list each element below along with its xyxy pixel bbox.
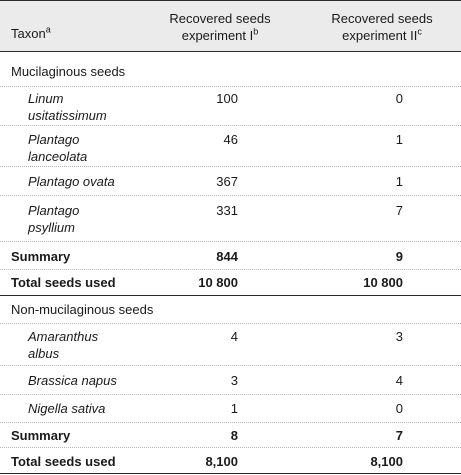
table-row <box>0 167 461 196</box>
exp1-value: 100 <box>216 91 238 106</box>
taxon-name-line2: albus <box>28 346 60 361</box>
exp1-value: 3 <box>230 373 238 388</box>
exp2-value: 1 <box>395 174 403 189</box>
taxon-name-line1: Plantago <box>28 203 80 218</box>
group-row-mucilaginous <box>0 52 461 87</box>
exp2-value: 3 <box>395 329 403 344</box>
exp1-value: 4 <box>230 329 238 344</box>
exp2-value: 0 <box>395 401 403 416</box>
taxon-name-line2: lanceolata <box>28 149 88 164</box>
summary-exp2-value: 7 <box>395 428 403 443</box>
header-exp2-footnote: c <box>417 26 422 37</box>
taxon-name: Nigella sativa <box>28 401 106 416</box>
table-row <box>0 395 461 423</box>
taxon-name-line2: psyllium <box>28 220 75 235</box>
header-exp1-footnote: b <box>253 26 259 37</box>
summary-exp2-value: 9 <box>395 249 403 264</box>
table-row <box>0 87 461 126</box>
table-row <box>0 324 461 366</box>
total-label: Total seeds used <box>11 275 116 290</box>
table-row <box>0 126 461 167</box>
group-label: Non-mucilaginous seeds <box>11 302 154 317</box>
total-exp1-value: 10 800 <box>198 275 238 290</box>
header-exp1-line2: experiment I <box>181 28 254 43</box>
total-exp2-value: 8,100 <box>370 454 403 469</box>
header-experiment-2 <box>322 10 442 44</box>
taxon-name-line1: Linum <box>28 91 64 106</box>
exp1-value: 1 <box>230 401 238 416</box>
header-experiment-1 <box>160 10 280 44</box>
total-exp1-value: 8,100 <box>205 454 238 469</box>
taxon-name: Brassica napus <box>28 373 117 388</box>
total-label: Total seeds used <box>11 454 116 469</box>
header-exp2-line2: experiment II <box>342 28 418 43</box>
exp2-value: 1 <box>395 132 403 147</box>
exp2-value: 7 <box>395 203 403 218</box>
table-header <box>0 0 461 52</box>
header-taxon-label: Taxon <box>11 26 46 41</box>
total-exp2-value: 10 800 <box>363 275 403 290</box>
summary-row <box>0 423 461 448</box>
summary-exp1-value: 844 <box>216 249 238 264</box>
exp1-value: 367 <box>216 174 238 189</box>
taxon-name-line1: Plantago <box>28 132 80 147</box>
summary-row <box>0 242 461 270</box>
header-exp2-line1: Recovered seeds <box>331 11 433 26</box>
total-row <box>0 448 461 474</box>
total-row <box>0 270 461 296</box>
taxon-name-line2: usitatissimum <box>28 108 107 123</box>
header-taxon <box>11 25 171 42</box>
exp2-value: 4 <box>395 373 403 388</box>
taxon-name-line1: Amaranthus <box>28 329 99 344</box>
header-exp1-line1: Recovered seeds <box>169 11 271 26</box>
summary-exp1-value: 8 <box>230 428 238 443</box>
summary-label: Summary <box>11 249 71 264</box>
group-row-non-mucilaginous <box>0 296 461 324</box>
taxon-name: Plantago ovata <box>28 174 115 189</box>
exp2-value: 0 <box>395 91 403 106</box>
table-row <box>0 366 461 395</box>
exp1-value: 46 <box>223 132 238 147</box>
exp1-value: 331 <box>216 203 238 218</box>
summary-label: Summary <box>11 428 71 443</box>
group-label: Mucilaginous seeds <box>11 64 126 79</box>
table-row <box>0 196 461 242</box>
header-taxon-footnote: a <box>45 24 51 35</box>
